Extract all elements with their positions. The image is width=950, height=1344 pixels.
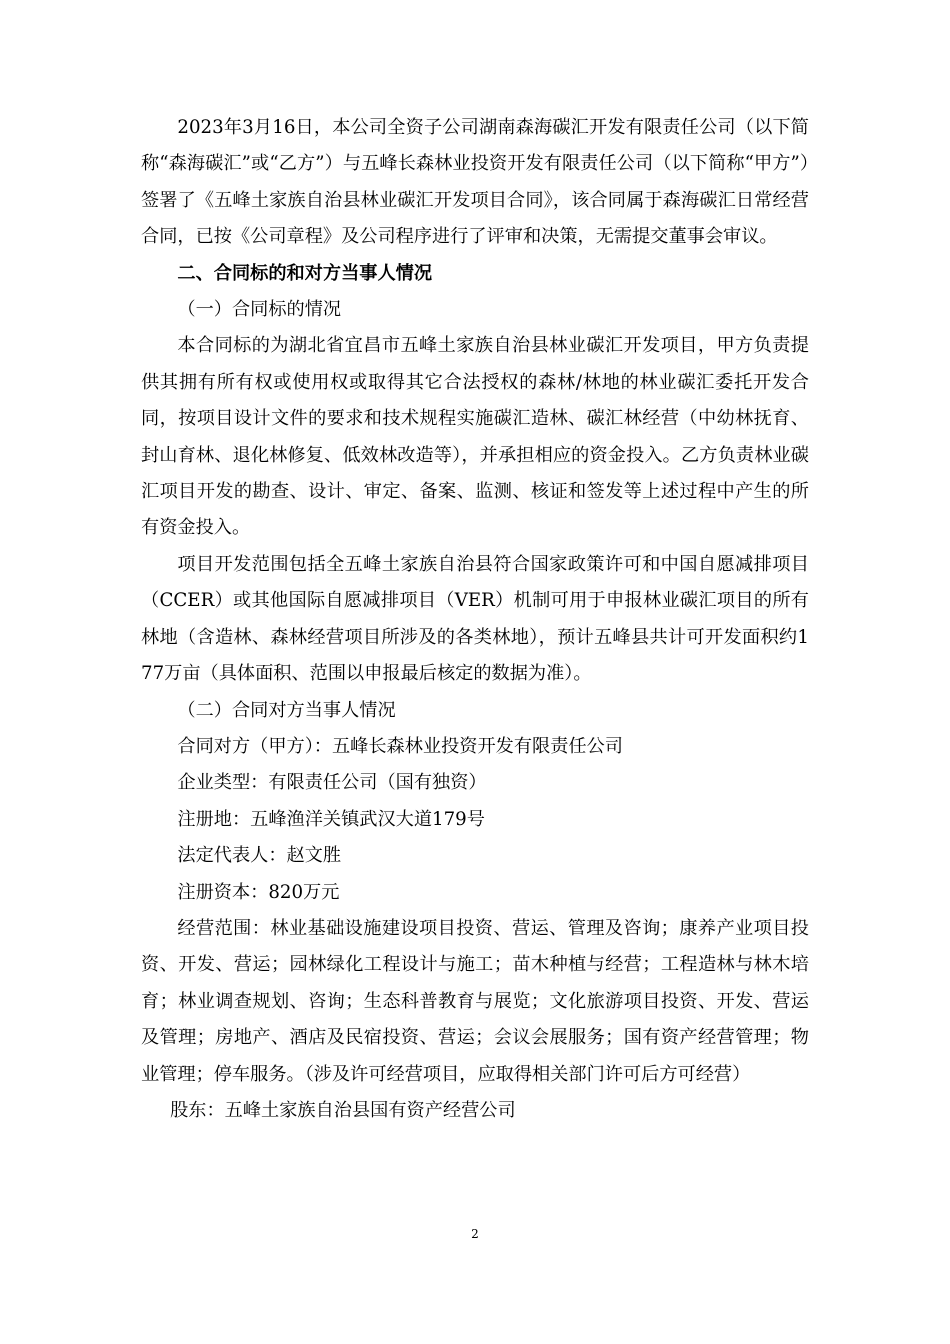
subject-paragraph: 本合同标的为湖北省宜昌市五峰土家族自治县林业碳汇开发项目，甲方负责提供其拥有所有权或使用权或取得其它合法授权的森林/林地的林业碳汇委托开发合同，按项目设计文件的要求和技术规程实施碳汇造林、碳汇林经营（中幼林抚育、封山育林、退化林修复、低效林改造等），并承担相应的资金投入。乙方负责林业碳汇项目开发的勘查、设计、审定、备案、监测、核证和签发等上述过程中产生的所有资金投入。 — [141, 335, 809, 539]
registered-capital: 注册资本：820万元 — [177, 881, 340, 903]
subsection-heading-counterparty: （二）合同对方当事人情况 — [177, 699, 396, 721]
subsection-heading-subject: （一）合同标的情况 — [177, 299, 342, 321]
registered-address: 注册地：五峰渔洋关镇武汉大道179号 — [177, 808, 485, 830]
legal-representative: 法定代表人：赵文胜 — [177, 845, 342, 867]
intro-paragraph: 2023年3月16日，本公司全资子公司湖南森海碳汇开发有限责任公司（以下简称“森海碳汇”或“乙方”）与五峰长森林业投资开发有限责任公司（以下简称“甲方”）签署了《五峰土家族自治县林业碳汇开发项目合同》，该合同属于森海碳汇日常经营合同，已按《公司章程》及公司程序进行了评审和决策，无需提交董事会审议。 — [141, 117, 809, 248]
counterparty-name: 合同对方（甲方）：五峰长森林业投资开发有限责任公司 — [177, 735, 623, 757]
scope-paragraph: 项目开发范围包括全五峰土家族自治县符合国家政策许可和中国自愿减排项目（CCER）或其他国际自愿减排项目（VER）机制可用于申报林业碳汇项目的所有林地（含造林、森林经营项目所涉及的各类林地），预计五峰县共计可开发面积约177万亩（具体面积、范围以申报最后核定的数据为准）。 — [141, 553, 809, 685]
page-content — [141, 110, 809, 1129]
page-number: 2 — [471, 1227, 479, 1241]
business-scope: 经营范围：林业基础设施建设项目投资、营运、管理及咨询；康养产业项目投资、开发、营运；园林绿化工程设计与施工；苗木种植与经营；工程造林与林木培育；林业调查规划、咨询；生态科普教育与展览；文化旅游项目投资、开发、营运及管理；房地产、酒店及民宿投资、营运；会议会展服务；国有资产经营管理；物业管理；停车服务。（涉及许可经营项目，应取得相关部门许可后方可经营） — [141, 917, 809, 1085]
company-type: 企业类型：有限责任公司（国有独资） — [177, 772, 487, 794]
shareholder: 股东：五峰土家族自治县国有资产经营公司 — [170, 1099, 516, 1121]
section-heading: 二、合同标的和对方当事人情况 — [177, 262, 433, 284]
